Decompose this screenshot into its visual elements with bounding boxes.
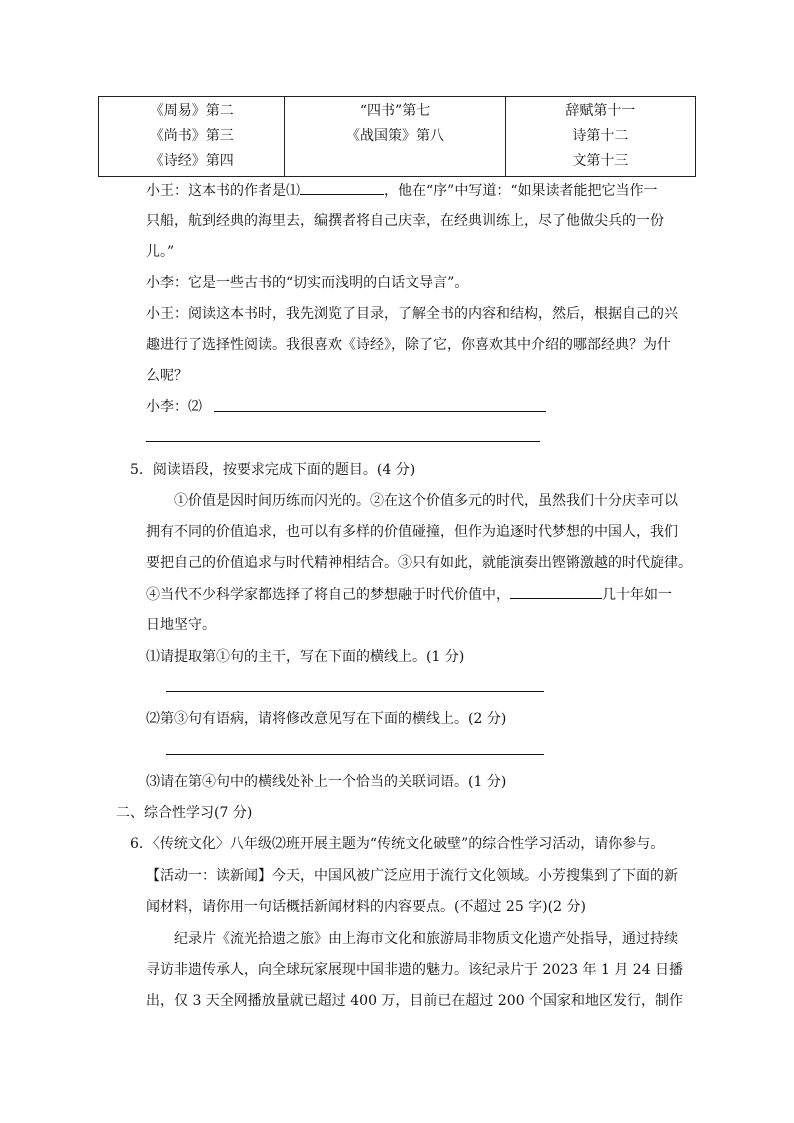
section-2-title: 二、综合性学习(7 分)	[116, 805, 253, 821]
sub-question-3: ⑶请在第④句中的横线处补上一个恰当的关联词语。(1 分)	[146, 774, 507, 790]
passage-line	[146, 584, 672, 605]
answer-line-2a[interactable]	[214, 411, 546, 412]
dialogue-line: 么呢？	[146, 368, 188, 384]
contents-entry: “四书”第七	[359, 103, 431, 119]
dialogue-line	[146, 180, 657, 201]
news-line: 纪录片《流光拾遗之旅》由上海市文化和旅游局非物质文化遗产处指导，通过持续	[174, 931, 678, 947]
dialogue-line: 小李：它是一些古书的“切实而浅明的白话文导言”。	[146, 275, 469, 291]
passage-text: ④当代不少科学家都选择了将自己的梦想融于时代价值中，	[146, 587, 510, 603]
dialogue-text: 小李：⑵	[146, 399, 202, 415]
sub-question-1: ⑴请提取第①句的主干，写在下面的横线上。(1 分)	[146, 649, 465, 665]
passage-line: 日地坚守。	[146, 617, 216, 633]
contents-column-3	[505, 97, 695, 177]
contents-entry: 《战国策》第八	[346, 128, 445, 144]
question-6-title: 6．〈传统文化〉八年级⑵班开展主题为“传统文化破壁”的综合性学习活动，请你参与。	[130, 836, 665, 852]
passage-text: 几十年如一	[602, 587, 672, 603]
dialogue-line: 趣进行了选择性阅读。我很喜欢《诗经》，除了它，你喜欢其中介绍的哪部经典？为什	[146, 337, 671, 353]
dialogue-line: 儿。”	[146, 244, 175, 260]
contents-entry: 《尚书》第三	[149, 128, 234, 144]
dialogue-text: ，他在“序”中写道：“如果读者能把它当作一	[384, 183, 658, 199]
contents-entry: 诗第十二	[572, 128, 629, 144]
dialogue-line: 只船，航到经典的海里去，编撰者将自己庆幸，在经典训练上，尽了他做尖兵的一份	[146, 213, 664, 229]
activity-line: 【活动一：读新闻】今天，中国风被广泛应用于流行文化领域。小芳搜集到了下面的新	[146, 868, 678, 884]
passage-line: 要把自己的价值追求与时代精神相结合。③只有如此，就能演奏出铿锵激越的时代旋律。	[146, 555, 692, 571]
contents-entry: 辞赋第十一	[565, 103, 636, 119]
question-5-title: 5．阅读语段，按要求完成下面的题目。(4 分)	[130, 462, 416, 478]
dialogue-line	[146, 397, 202, 417]
news-line: 出，仅 3 天全网播放量就已超过 400 万，目前已在超过 200 个国家和地区发行，制作	[146, 993, 684, 1009]
answer-line-q5-2[interactable]	[166, 754, 544, 755]
activity-line: 闻材料，请你用一句话概括新闻材料的内容要点。(不超过 25 字)(2 分)	[146, 899, 586, 915]
dialogue-text: 小王：这本书的作者是⑴	[146, 183, 300, 199]
passage-line: 拥有不同的价值追求，也可以有多样的价值碰撞，但作为追逐时代梦想的中国人，我们	[146, 524, 678, 540]
news-line: 寻访非遗传承人，向全球玩家展现中国非遗的魅力。该纪录片于 2023 年 1 月 24 日播	[146, 962, 684, 978]
contents-table	[98, 96, 696, 177]
answer-blank-1[interactable]	[300, 180, 384, 195]
contents-column-2	[285, 97, 505, 177]
contents-entry: 文第十三	[572, 153, 629, 169]
answer-line-2b[interactable]	[146, 441, 540, 442]
passage-line: ①价值是因时间历练而闪光的。②在这个价值多元的时代，虽然我们十分庆幸可以	[174, 493, 678, 509]
answer-line-q5-1[interactable]	[166, 691, 544, 692]
contents-column-1	[99, 97, 285, 177]
contents-entry: 《周易》第二	[149, 103, 234, 119]
contents-entry: 《诗经》第四	[149, 153, 234, 169]
sub-question-2: ⑵第③句有语病，请将修改意见写在下面的横线上。(2 分)	[146, 711, 507, 727]
answer-blank-connective[interactable]	[510, 584, 602, 599]
dialogue-line: 小王：阅读这本书时，我先浏览了目录，了解全书的内容和结构，然后，根据自己的兴	[146, 306, 678, 322]
